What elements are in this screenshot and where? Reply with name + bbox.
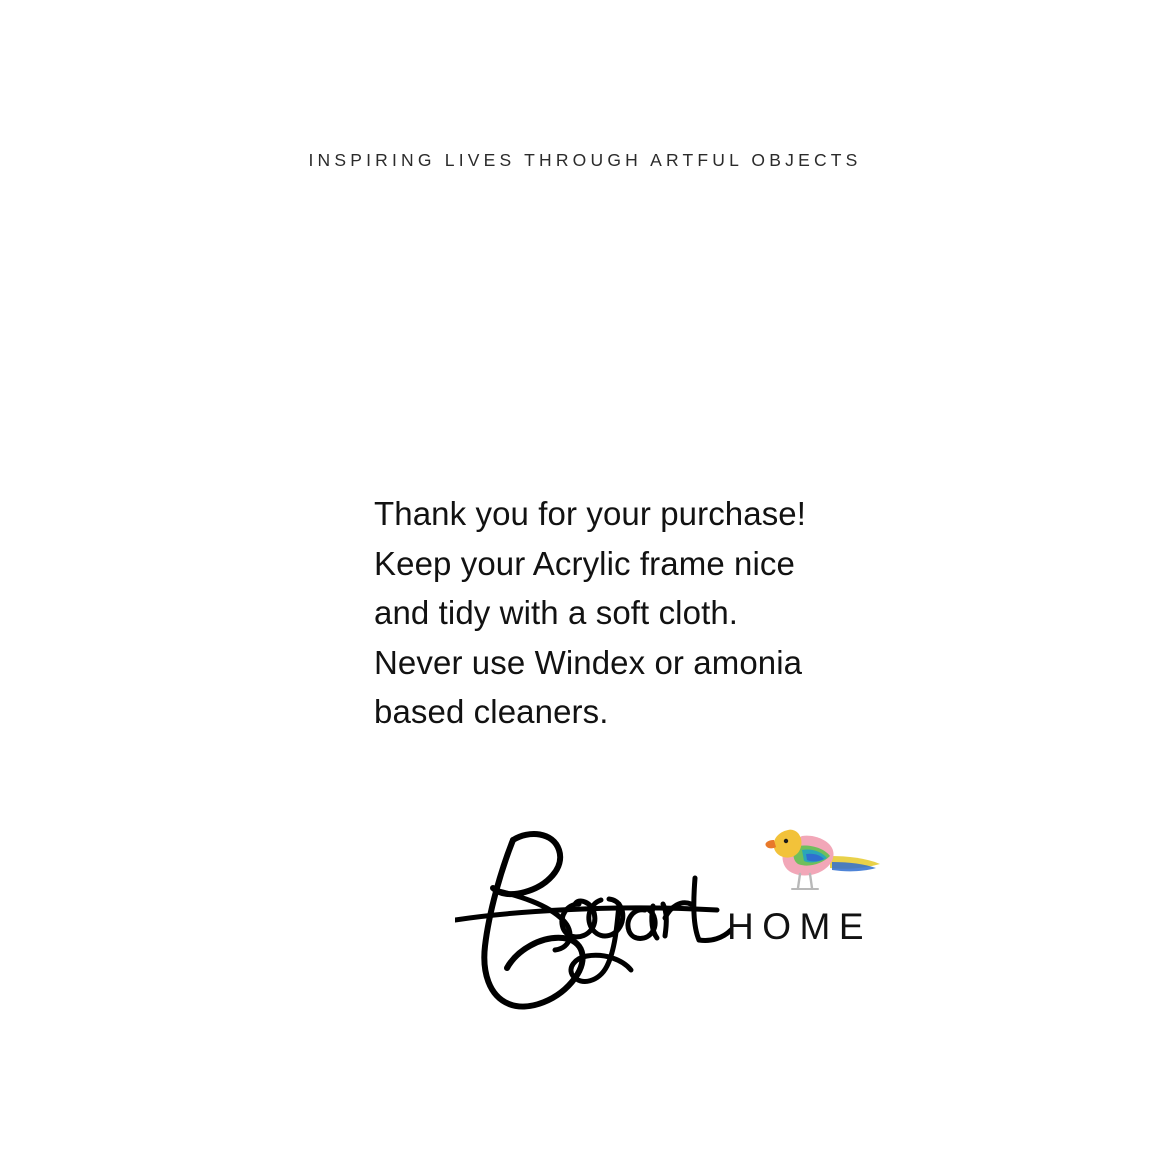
page-tagline: INSPIRING LIVES THROUGH ARTFUL OBJECTS bbox=[308, 150, 862, 170]
message-line: Never use Windex or amonia bbox=[374, 643, 803, 681]
care-message bbox=[374, 489, 854, 737]
colorful-parrot-icon bbox=[760, 812, 885, 902]
message-line: Keep your Acrylic frame nice bbox=[374, 544, 795, 582]
message-line: based cleaners. bbox=[374, 693, 609, 731]
handwritten-signature-icon bbox=[455, 800, 755, 1015]
message-line: Thank you for your purchase! bbox=[374, 495, 807, 532]
wordmark-home: HOME bbox=[727, 906, 872, 947]
message-line: and tidy with a soft cloth. bbox=[374, 594, 739, 632]
brand-logo-lockup bbox=[455, 800, 905, 1030]
